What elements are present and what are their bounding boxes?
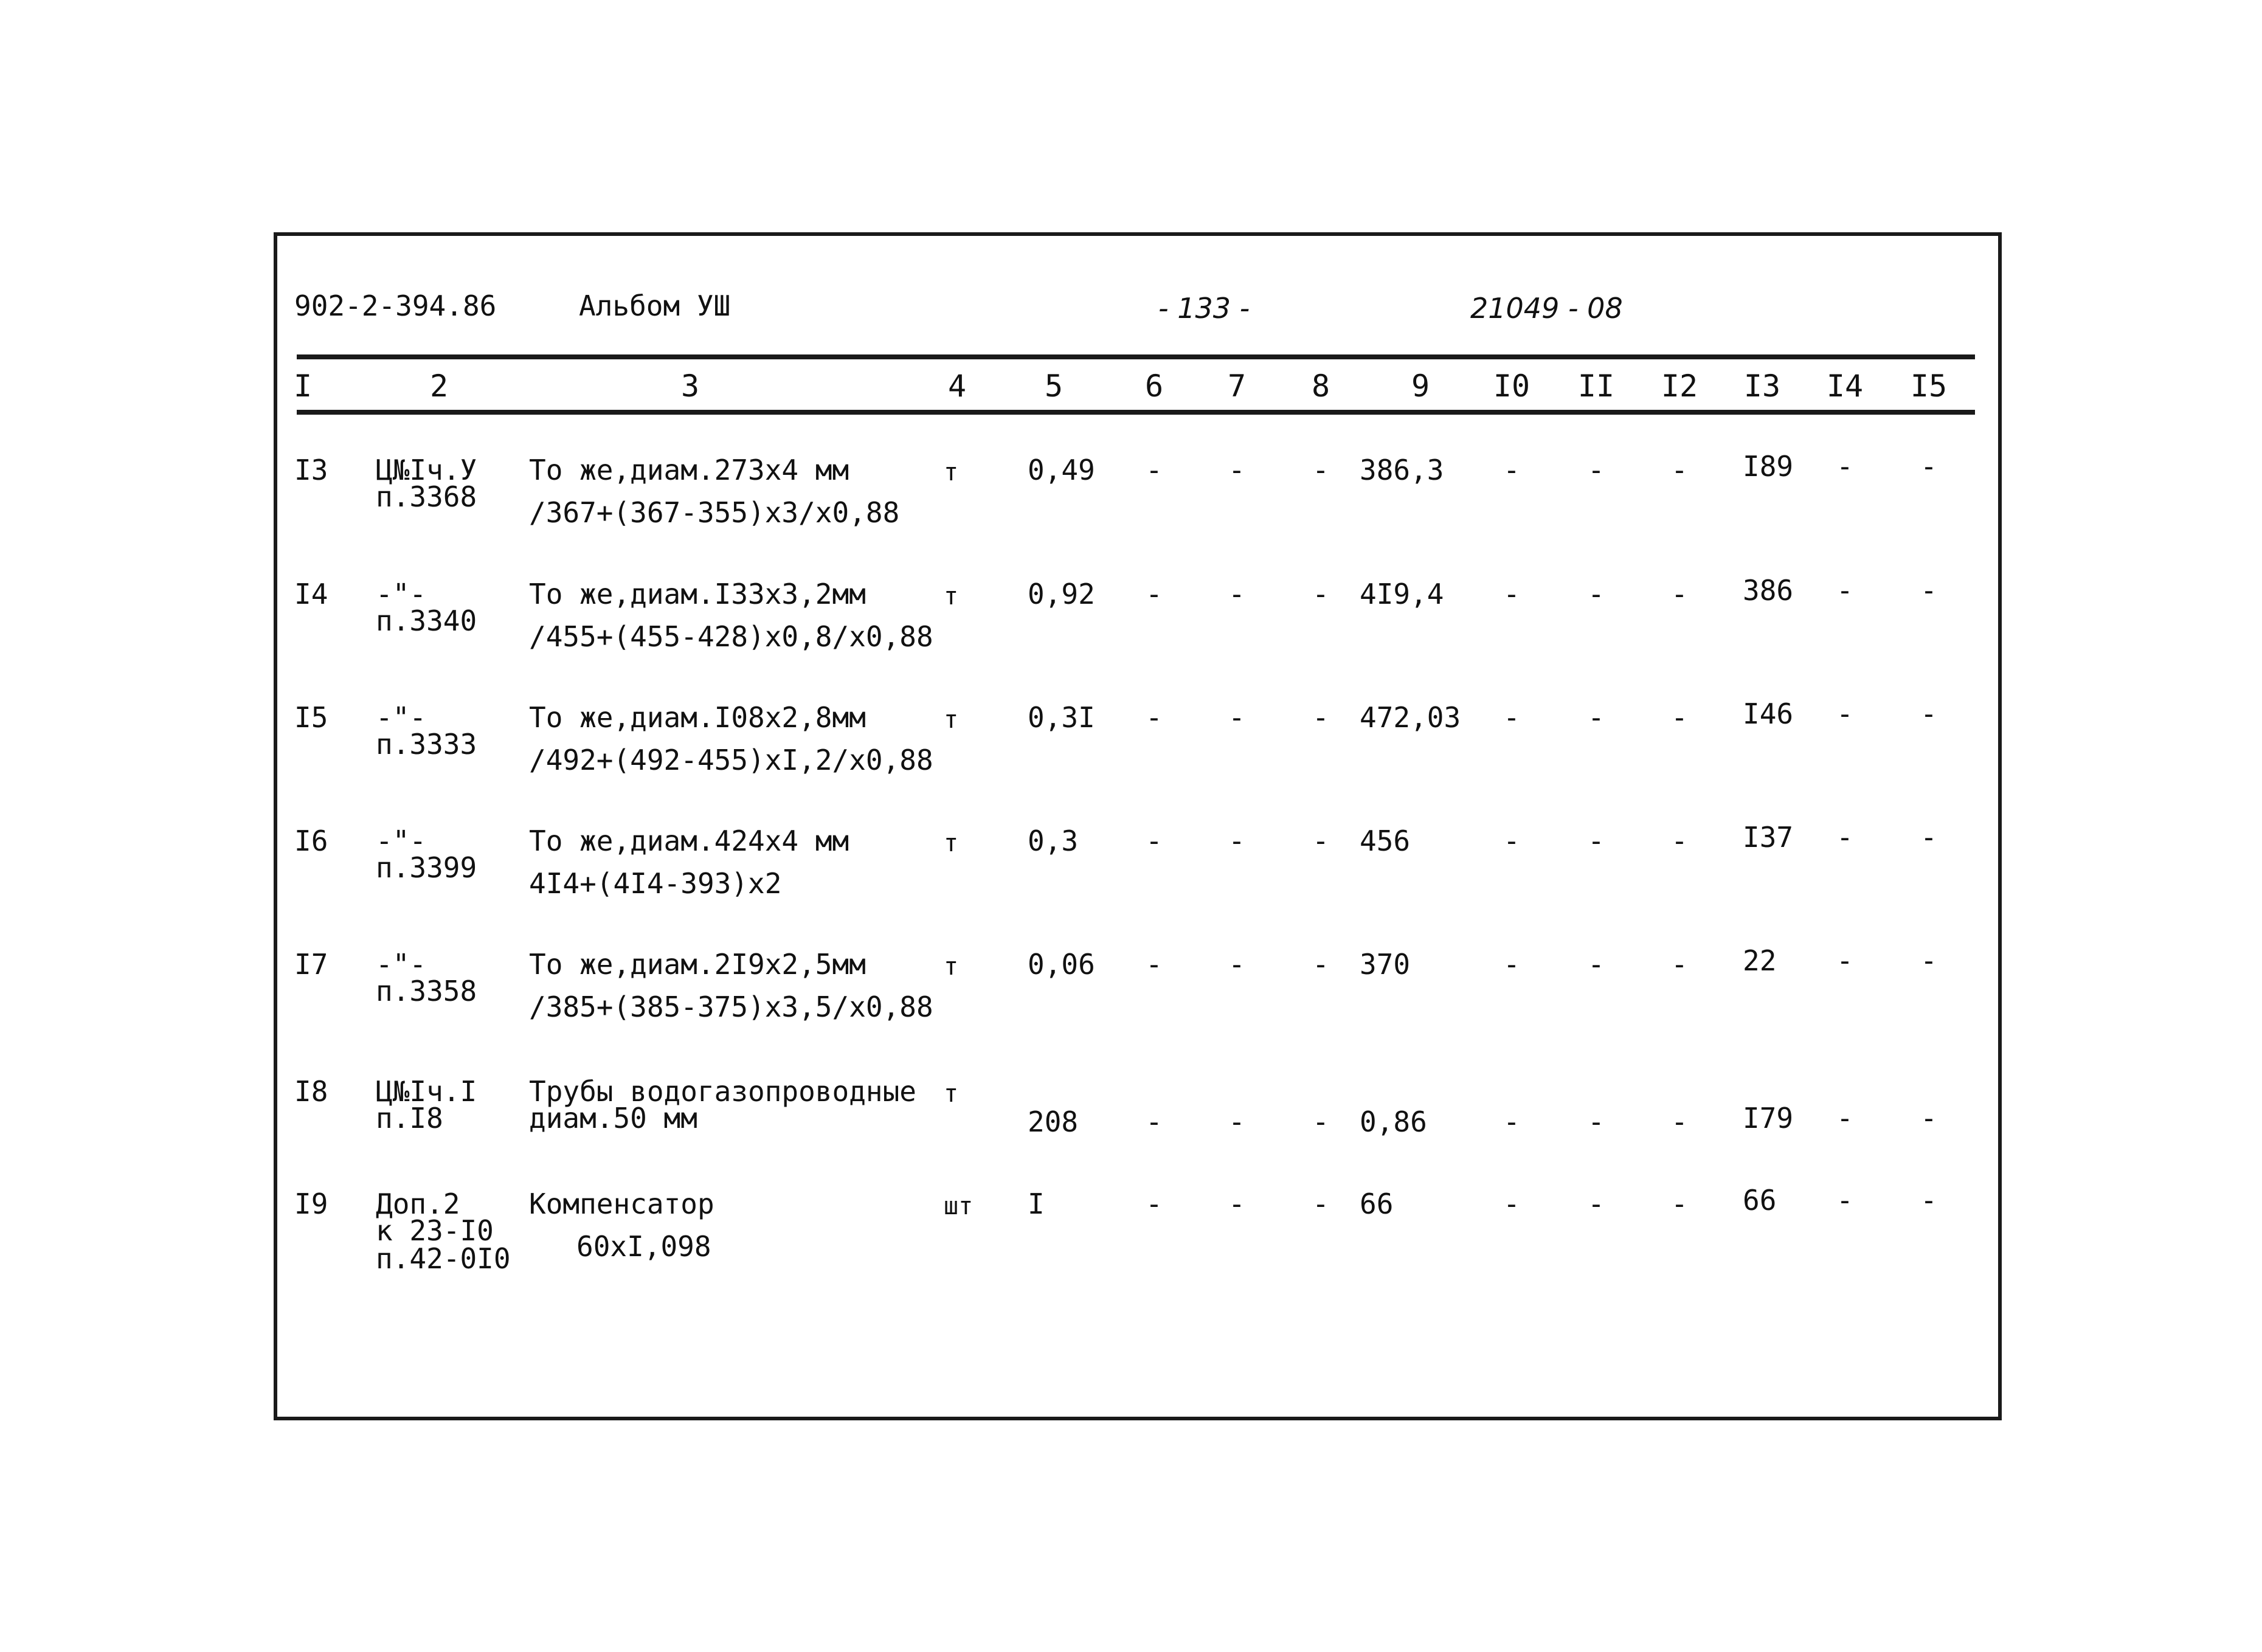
row-dash: - (1836, 574, 1853, 607)
row-quantity: I (1028, 1187, 1045, 1220)
row-number: I6 (294, 824, 328, 857)
row-dash: - (1920, 1184, 1937, 1217)
row-price: 0,86 (1360, 1105, 1427, 1138)
row-total: I89 (1743, 450, 1794, 483)
row-dash: - (1146, 1187, 1163, 1220)
column-number: II (1577, 368, 1615, 404)
row-dash: - (1503, 578, 1520, 610)
row-dash: - (1312, 1187, 1329, 1220)
row-total: I37 (1743, 821, 1794, 854)
row-reference: п.3358 (376, 975, 477, 1007)
row-unit: т (944, 829, 959, 857)
row-unit: т (944, 458, 959, 486)
row-dash: - (1588, 1187, 1605, 1220)
row-dash: - (1588, 1105, 1605, 1138)
row-dash: - (1228, 1105, 1245, 1138)
row-dash: - (1146, 948, 1163, 981)
column-number: I4 (1826, 368, 1864, 404)
row-description: Компенсатор (529, 1187, 714, 1220)
row-number: I4 (294, 578, 328, 610)
row-dash: - (1920, 944, 1937, 977)
row-reference: п.3399 (376, 851, 477, 884)
row-dash: - (1588, 824, 1605, 857)
row-dash: - (1312, 578, 1329, 610)
row-dash: - (1836, 697, 1853, 730)
column-number: 9 (1411, 368, 1430, 404)
album-title: Альбом УШ (579, 289, 731, 322)
row-dash: - (1503, 701, 1520, 734)
column-number: 5 (1044, 368, 1064, 404)
header-bottom-rule (297, 410, 1975, 415)
row-dash: - (1836, 450, 1853, 483)
row-dash: - (1503, 824, 1520, 857)
row-number: I5 (294, 701, 328, 734)
row-total: 66 (1743, 1184, 1777, 1217)
row-reference: -"- (376, 948, 427, 981)
row-description: 4I4+(4I4-393)х2 (529, 867, 782, 900)
row-price: 456 (1360, 824, 1411, 857)
row-unit: шт (944, 1192, 974, 1220)
row-price: 4I9,4 (1360, 578, 1444, 610)
row-total: 386 (1743, 574, 1794, 607)
row-description: /492+(492-455)хI,2/х0,88 (529, 744, 933, 776)
row-price: 386,3 (1360, 454, 1444, 486)
row-dash: - (1146, 454, 1163, 486)
row-price: 66 (1360, 1187, 1394, 1220)
row-dash: - (1920, 1102, 1937, 1135)
row-dash: - (1312, 454, 1329, 486)
row-quantity: 0,49 (1028, 454, 1095, 486)
row-dash: - (1920, 574, 1937, 607)
row-dash: - (1312, 701, 1329, 734)
row-dash: - (1836, 821, 1853, 854)
row-price: 472,03 (1360, 701, 1461, 734)
column-number: 8 (1311, 368, 1330, 404)
row-quantity: 0,3 (1028, 824, 1079, 857)
row-dash: - (1146, 701, 1163, 734)
row-dash: - (1312, 948, 1329, 981)
row-number: I9 (294, 1187, 328, 1220)
column-number: I (293, 368, 313, 404)
row-number: I3 (294, 454, 328, 486)
column-number: 4 (947, 368, 967, 404)
row-dash: - (1920, 821, 1937, 854)
row-dash: - (1503, 1187, 1520, 1220)
row-description: То же,диам.2I9х2,5мм (529, 948, 866, 981)
row-dash: - (1588, 701, 1605, 734)
row-quantity: 0,06 (1028, 948, 1095, 981)
row-total: I46 (1743, 697, 1794, 730)
row-dash: - (1228, 578, 1245, 610)
row-reference: п.3340 (376, 604, 477, 637)
row-number: I8 (294, 1075, 328, 1108)
row-dash: - (1503, 948, 1520, 981)
row-dash: - (1503, 1105, 1520, 1138)
row-dash: - (1671, 948, 1688, 981)
row-dash: - (1503, 454, 1520, 486)
row-description: То же,диам.273х4 мм (529, 454, 849, 486)
row-dash: - (1920, 450, 1937, 483)
row-dash: - (1228, 1187, 1245, 1220)
column-number: I0 (1493, 368, 1530, 404)
row-dash: - (1228, 948, 1245, 981)
row-quantity: 208 (1028, 1105, 1079, 1138)
row-dash: - (1836, 944, 1853, 977)
row-price: 370 (1360, 948, 1411, 981)
row-description: То же,диам.424х4 мм (529, 824, 849, 857)
row-dash: - (1920, 697, 1937, 730)
row-reference: п.42-0I0 (376, 1242, 511, 1275)
row-total: 22 (1743, 944, 1777, 977)
header-top-rule (297, 354, 1975, 359)
row-reference: п.I8 (376, 1102, 443, 1135)
row-dash: - (1671, 1105, 1688, 1138)
row-total: I79 (1743, 1102, 1794, 1135)
row-dash: - (1228, 701, 1245, 734)
column-number: I5 (1910, 368, 1948, 404)
row-reference: к 23-I0 (376, 1214, 494, 1247)
row-dash: - (1588, 578, 1605, 610)
row-dash: - (1146, 824, 1163, 857)
row-description: 60хI,098 (576, 1230, 711, 1263)
row-dash: - (1671, 1187, 1688, 1220)
row-description: То же,диам.I08х2,8мм (529, 701, 866, 734)
row-description: /385+(385-375)х3,5/х0,88 (529, 990, 933, 1023)
row-dash: - (1836, 1102, 1853, 1135)
row-dash: - (1671, 701, 1688, 734)
archive-number: 21049 - 08 (1470, 292, 1623, 325)
column-number: 3 (680, 368, 700, 404)
row-reference: п.3368 (376, 480, 477, 513)
row-reference: Ц№Iч.У (376, 454, 477, 486)
row-quantity: 0,92 (1028, 578, 1095, 610)
row-dash: - (1836, 1184, 1853, 1217)
row-dash: - (1146, 578, 1163, 610)
row-description: То же,диам.I33х3,2мм (529, 578, 866, 610)
row-reference: -"- (376, 824, 427, 857)
row-dash: - (1671, 454, 1688, 486)
column-number: 2 (429, 368, 449, 404)
row-dash: - (1671, 824, 1688, 857)
page-number: - 133 - (1158, 292, 1250, 325)
row-dash: - (1312, 1105, 1329, 1138)
row-dash: - (1312, 824, 1329, 857)
column-number: I3 (1743, 368, 1781, 404)
row-description: /367+(367-355)х3/х0,88 (529, 496, 900, 529)
doc-code: 902-2-394.86 (294, 289, 497, 322)
row-description: Трубы водогазопроводные (529, 1075, 916, 1108)
row-reference: п.3333 (376, 728, 477, 761)
column-number: 7 (1227, 368, 1247, 404)
row-dash: - (1588, 454, 1605, 486)
column-number: I2 (1661, 368, 1698, 404)
column-number: 6 (1144, 368, 1164, 404)
row-dash: - (1146, 1105, 1163, 1138)
row-quantity: 0,3I (1028, 701, 1095, 734)
row-dash: - (1671, 578, 1688, 610)
row-dash: - (1228, 824, 1245, 857)
row-unit: т (944, 953, 959, 981)
row-reference: -"- (376, 701, 427, 734)
row-description: /455+(455-428)х0,8/х0,88 (529, 620, 933, 653)
row-reference: Ц№Iч.I (376, 1075, 477, 1108)
row-reference: -"- (376, 578, 427, 610)
row-dash: - (1228, 454, 1245, 486)
row-reference: Доп.2 (376, 1187, 460, 1220)
row-dash: - (1588, 948, 1605, 981)
row-unit: т (944, 706, 959, 734)
row-description: диам.50 мм (529, 1102, 697, 1135)
row-unit: т (944, 582, 959, 610)
row-number: I7 (294, 948, 328, 981)
row-unit: т (944, 1080, 959, 1108)
